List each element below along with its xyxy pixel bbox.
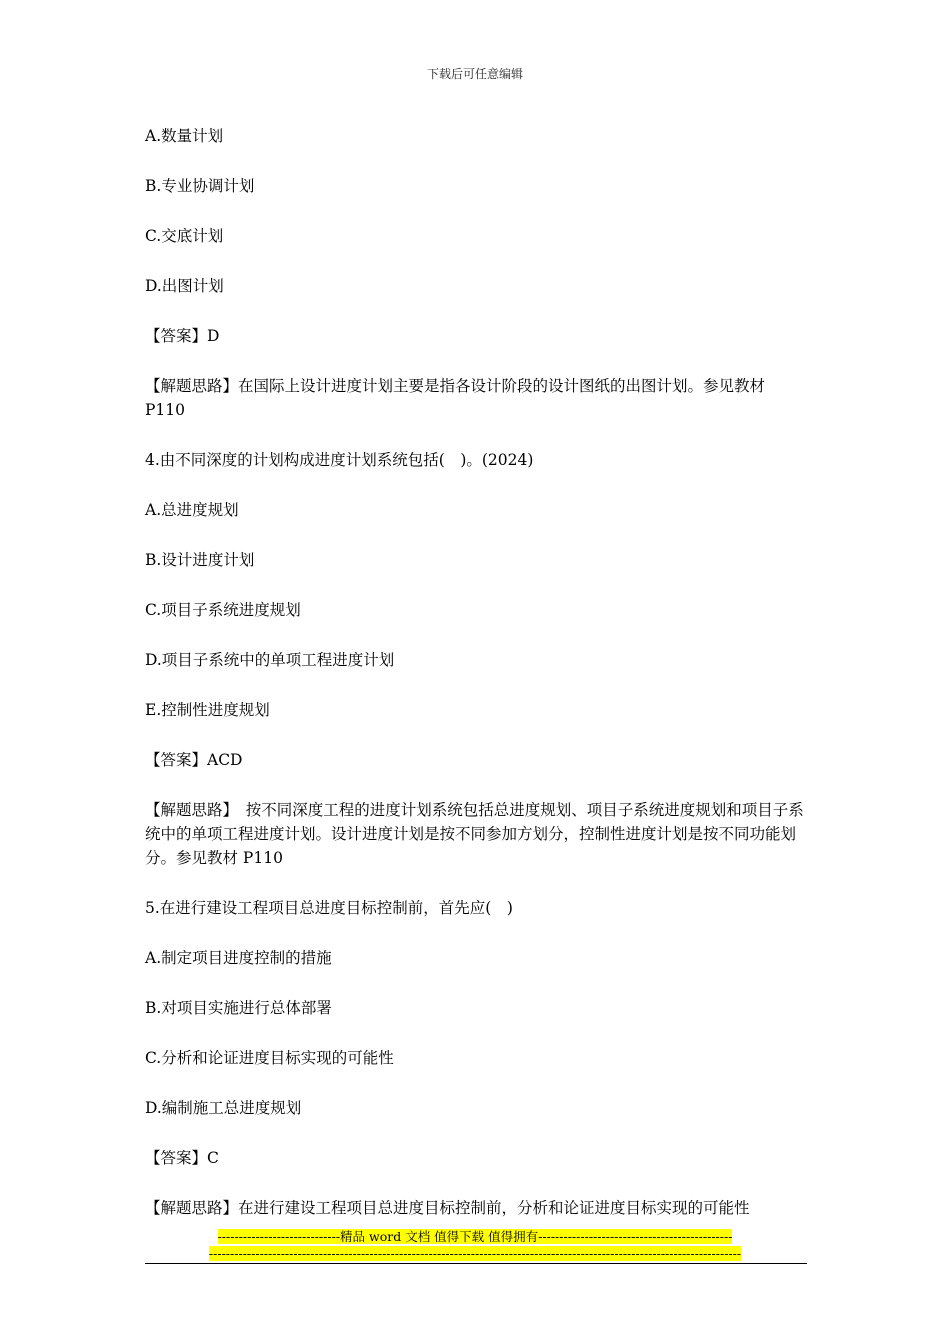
q4-option-a: A.总进度规划 bbox=[145, 501, 239, 519]
page-footer bbox=[0, 1228, 950, 1262]
q5-option-d: D.编制施工总进度规划 bbox=[145, 1099, 302, 1117]
q5-option-c: C.分析和论证进度目标实现的可能性 bbox=[145, 1049, 394, 1067]
footer-banner-line-1: -----------------------------精品 word 文档 值得下载 值得拥有---------------------------------------------- bbox=[217, 1229, 733, 1244]
q5-option-b: B.对项目实施进行总体部署 bbox=[145, 999, 332, 1017]
footer-divider bbox=[145, 1263, 807, 1264]
footer-banner-line-2: ------------------------------------------------------------------------------------------------------------------------------ bbox=[208, 1246, 742, 1261]
q4-option-b: B.设计进度计划 bbox=[145, 551, 255, 569]
q4-option-d: D.项目子系统中的单项工程进度计划 bbox=[145, 651, 395, 669]
question-5: 5.在进行建设工程项目总进度目标控制前，首先应( ) bbox=[145, 899, 513, 917]
page-header: 下载后可任意编辑 bbox=[426, 67, 523, 81]
answer-q5: 【答案】C bbox=[145, 1149, 219, 1167]
option-b-coordination-plan: B.专业协调计划 bbox=[145, 177, 255, 195]
document-body bbox=[145, 124, 807, 1246]
q4-option-e: E.控制性进度规划 bbox=[145, 701, 270, 719]
question-4: 4.由不同深度的计划构成进度计划系统包括( )。(2024) bbox=[145, 451, 534, 469]
option-c-briefing-plan: C.交底计划 bbox=[145, 227, 224, 245]
q5-option-a: A.制定项目进度控制的措施 bbox=[145, 949, 332, 967]
answer-q4: 【答案】ACD bbox=[145, 751, 243, 769]
option-d-drawing-plan: D.出图计划 bbox=[145, 277, 224, 295]
answer-q3: 【答案】D bbox=[145, 327, 220, 345]
explanation-q5: 【解题思路】在进行建设工程项目总进度目标控制前，分析和论证进度目标实现的可能性 bbox=[145, 1199, 750, 1217]
q4-option-c: C.项目子系统进度规划 bbox=[145, 601, 301, 619]
option-a-quantity-plan: A.数量计划 bbox=[145, 127, 224, 145]
explanation-q4: 【解题思路】 按不同深度工程的进度计划系统包括总进度规划、项目子系统进度规划和项目子系统中的单项工程进度计划。设计进度计划是按不同参加方划分，控制性进度计划是按不同功能划分。参见教材 P110 bbox=[145, 801, 804, 867]
explanation-q3: 【解题思路】在国际上设计进度计划主要是指各设计阶段的设计图纸的出图计划。参见教材 P110 bbox=[145, 377, 766, 419]
